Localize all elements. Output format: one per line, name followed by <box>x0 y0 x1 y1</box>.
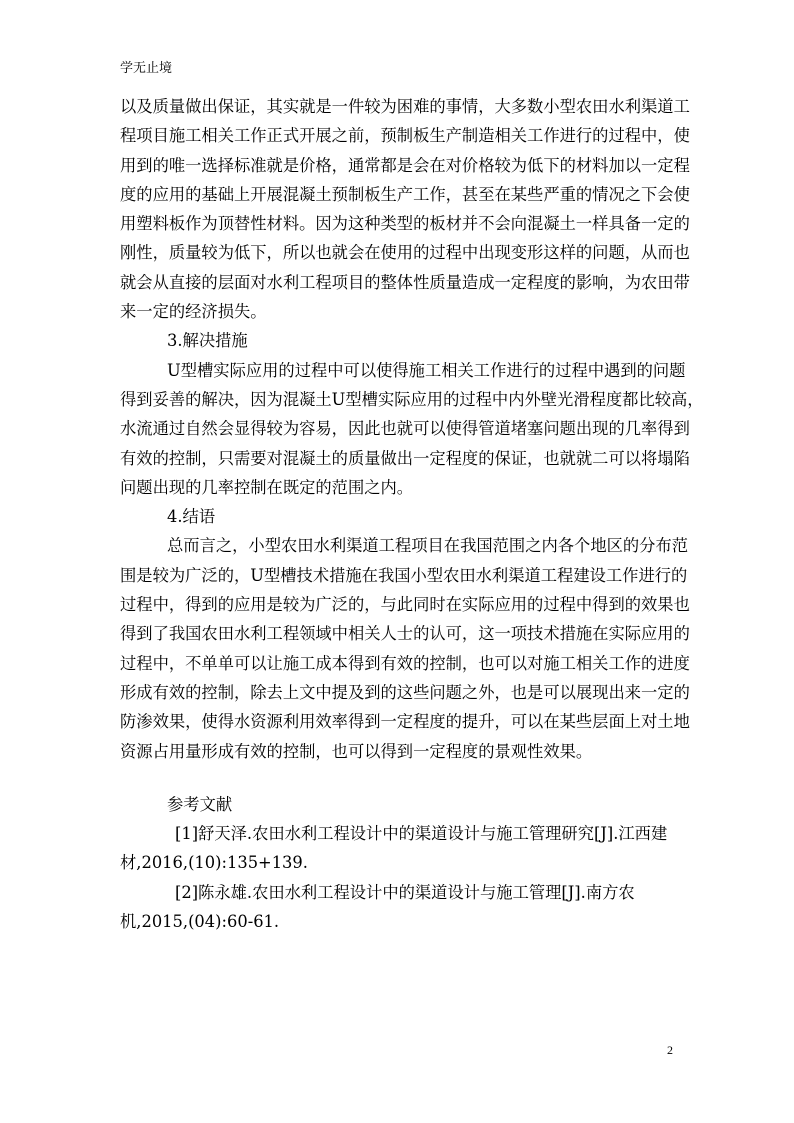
paragraph-conclusion <box>120 531 690 765</box>
text-line: 问题出现的几率控制在既定的范围之内。 <box>120 477 414 497</box>
text-line: U型槽实际应用的过程中可以使得施工相关工作进行的过程中遇到的问题 <box>167 360 686 380</box>
text-line: 水流通过自然会显得较为容易，因此也就可以使得管道堵塞问题出现的几率得到 <box>120 419 690 439</box>
spacer <box>120 766 680 790</box>
text-line: 以及质量做出保证，其实就是一件较为困难的事情，大多数小型农田水利渠道工 <box>120 97 690 116</box>
document-body <box>120 92 704 936</box>
text-line: 资源占用量形成有效的控制，也可以得到一定程度的景观性效果。 <box>120 741 593 761</box>
text-line: 有效的控制，只需要对混凝土的质量做出一定程度的保证，也就就二可以将塌陷 <box>120 448 690 468</box>
text-line: 程项目施工相关工作正式开展之前，预制板生产制造相关工作进行的过程中，使 <box>120 126 690 146</box>
text-line: 来一定的经济损失。 <box>120 302 267 322</box>
text-line: 过程中，得到的应用是较为广泛的，与此同时在实际应用的过程中得到的效果也 <box>120 595 690 615</box>
page-number: 2 <box>667 1043 673 1057</box>
section-heading-conclusion: 4.结语 <box>167 507 216 527</box>
text-line: 刚性，质量较为低下，所以也就会在使用的过程中出现变形这样的问题，从而也 <box>120 243 690 263</box>
text-line: 过程中，不单单可以让施工成本得到有效的控制，也可以对施工相关工作的进度 <box>120 653 690 673</box>
reference-line: [1]舒天泽.农田水利工程设计中的渠道设计与施工管理研究[J].江西建 <box>175 824 668 844</box>
reference-item <box>120 878 680 937</box>
reference-line: 材,2016,(10):135+139. <box>120 853 308 873</box>
references-title: 参考文献 <box>167 794 233 814</box>
text-line: 用到的唯一选择标准就是价格，通常都是会在对价格较为低下的材料加以一定程 <box>120 155 690 175</box>
page-header: 学无止境 <box>120 61 173 76</box>
paragraph-quality <box>120 92 690 326</box>
text-line: 得到了我国农田水利工程领域中相关人士的认可，这一项技术措施在实际应用的 <box>120 624 690 644</box>
text-line: 总而言之，小型农田水利渠道工程项目在我国范围之内各个地区的分布范 <box>167 536 689 556</box>
text-line: 防渗效果，使得水资源利用效率得到一定程度的提升，可以在某些层面上对土地 <box>120 712 690 732</box>
section-heading-solutions: 3.解决措施 <box>167 331 248 351</box>
text-line: 形成有效的控制，除去上文中提及到的这些问题之外，也是可以展现出来一定的 <box>120 682 690 702</box>
text-line: 得到妥善的解决，因为混凝土U型槽实际应用的过程中内外壁光滑程度都比较高， <box>120 389 704 409</box>
text-line: 度的应用的基础上开展混凝土预制板生产工作，甚至在某些严重的情况之下会使 <box>120 184 690 204</box>
reference-line: 机,2015,(04):60-61. <box>120 912 280 932</box>
text-line: 围是较为广泛的，U型槽技术措施在我国小型农田水利渠道工程建设工作进行的 <box>120 565 688 585</box>
reference-line: [2]陈永雄.农田水利工程设计中的渠道设计与施工管理[J].南方农 <box>175 882 635 902</box>
text-line: 就会从直接的层面对水利工程项目的整体性质量造成一定程度的影响，为农田带 <box>120 272 690 292</box>
text-line: 用塑料板作为顶替性材料。因为这种类型的板材并不会向混凝土一样具备一定的 <box>120 214 690 234</box>
paragraph-solutions <box>120 356 704 502</box>
reference-item <box>120 819 680 878</box>
